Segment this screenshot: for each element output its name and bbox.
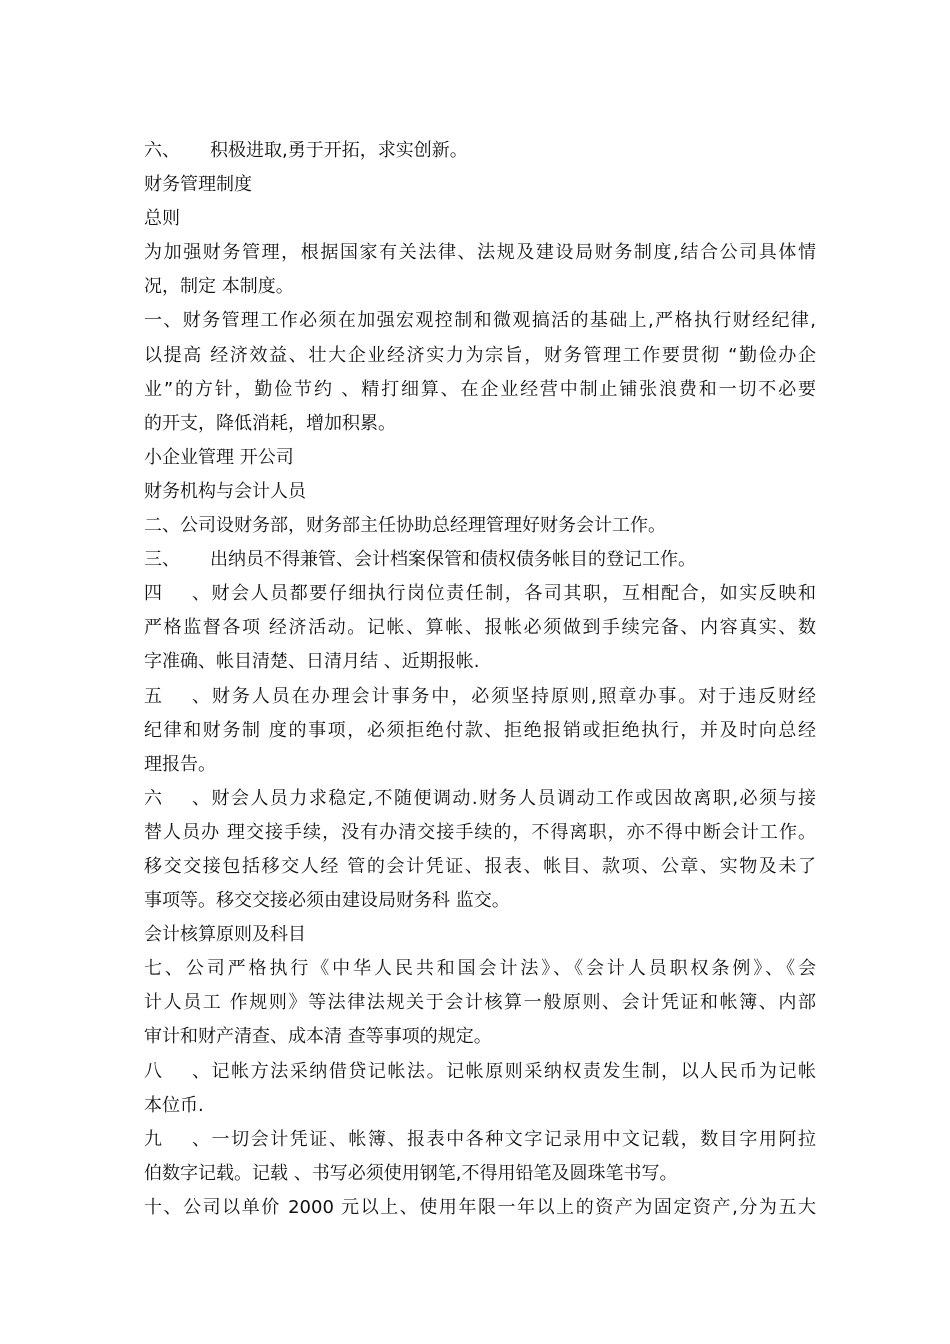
text-line bbox=[144, 475, 816, 509]
line-text: 七、公司严格执行《中华人民共和国会计法》、《会计人员职权条例》、《会 bbox=[144, 958, 816, 980]
line-text: 财务机构与会计人员 bbox=[144, 480, 306, 502]
item-number: 五、 bbox=[144, 685, 210, 707]
line-text: 以提高 经济效益、壮大企业经济实力为宗旨，财务管理工作要贯彻 “勤俭办企 bbox=[144, 344, 816, 366]
text-line bbox=[144, 577, 816, 611]
line-text: 一、财务管理工作必须在加强宏观控制和微观搞活的基础上,严格执行财经纪律, bbox=[144, 310, 816, 332]
line-text: 财会人员都要仔细执行岗位责任制，各司其职，互相配合，如实反映和 bbox=[210, 583, 816, 605]
text-line bbox=[144, 611, 816, 645]
item-number: 三、 bbox=[144, 549, 180, 571]
line-text: 移交交接包括移交人经 管的会计凭证、报表、帐目、款项、公章、实物及未了 bbox=[144, 855, 816, 877]
text-line bbox=[144, 816, 816, 850]
text-line bbox=[144, 339, 816, 373]
text-line bbox=[144, 1089, 816, 1123]
text-line bbox=[144, 236, 816, 270]
line-text: 字准确、帐目清楚、日清月结 、近期报帐. bbox=[144, 651, 480, 673]
line-text: 小企业管理 开公司 bbox=[144, 446, 294, 468]
line-text: 一切会计凭证、帐簿、报表中各种文字记录用中文记载，数目字用阿拉 bbox=[210, 1128, 816, 1150]
text-line bbox=[144, 1055, 816, 1089]
line-text: 记帐方法采纳借贷记帐法。记帐原则采纳权责发生制，以人民币为记帐 bbox=[210, 1060, 816, 1082]
text-line bbox=[144, 850, 816, 884]
line-text: 审计和财产清查、成本清 查等事项的规定。 bbox=[144, 1026, 492, 1048]
line-text: 财务人员在办理会计事务中，必须坚持原则,照章办事。对于违反财经 bbox=[210, 685, 816, 707]
line-text: 事项等。移交交接必须由建设局财务科 监交。 bbox=[144, 890, 510, 912]
item-number: 八、 bbox=[144, 1060, 210, 1082]
line-text: 积极进取,勇于开拓，求实创新。 bbox=[210, 140, 468, 161]
text-line bbox=[144, 543, 816, 577]
text-line bbox=[144, 270, 816, 304]
text-line bbox=[144, 304, 816, 338]
text-line bbox=[144, 1157, 816, 1191]
line-text: 财务管理制度 bbox=[144, 174, 252, 196]
item-number: 四、 bbox=[144, 583, 210, 605]
line-text: 本位币. bbox=[144, 1094, 204, 1116]
document-body bbox=[144, 134, 816, 1225]
line-text: 二、公司设财务部，财务部主任协助总经理管理好财务会计工作。 bbox=[144, 515, 666, 537]
text-line bbox=[144, 986, 816, 1020]
text-line bbox=[144, 782, 816, 816]
text-line bbox=[144, 373, 816, 407]
line-text: 十、公司以单价 2000 元以上、使用年限一年以上的资产为固定资产,分为五大 bbox=[144, 1196, 816, 1218]
item-number: 六、 bbox=[144, 787, 210, 809]
line-text: 为加强财务管理，根据国家有关法律、法规及建设局财务制度,结合公司具体情 bbox=[144, 242, 816, 264]
text-line bbox=[144, 407, 816, 441]
text-line bbox=[144, 168, 816, 202]
item-number: 九、 bbox=[144, 1128, 210, 1150]
line-text: 理报告。 bbox=[144, 753, 216, 775]
line-text: 伯数字记载。记载 、书写必须使用钢笔,不得用铅笔及圆珠笔书写。 bbox=[144, 1162, 678, 1184]
line-text: 出纳员不得兼管、会计档案保管和债权债务帐目的登记工作。 bbox=[210, 549, 696, 571]
text-line bbox=[144, 952, 816, 986]
text-line bbox=[144, 441, 816, 475]
text-line bbox=[144, 1191, 816, 1225]
line-text: 严格监督各项 经济活动。记帐、算帐、报帐必须做到手续完备、内容真实、数 bbox=[144, 617, 816, 639]
line-text: 业”的方针，勤俭节约 、精打细算、在企业经营中制止铺张浪费和一切不必要 bbox=[144, 378, 816, 400]
text-line bbox=[144, 202, 816, 236]
text-line bbox=[144, 509, 816, 543]
line-text: 总则 bbox=[144, 208, 180, 230]
item-number: 六、 bbox=[144, 140, 180, 161]
text-line bbox=[144, 714, 816, 748]
text-line bbox=[144, 680, 816, 714]
text-line bbox=[144, 918, 816, 952]
line-text: 的开支，降低消耗，增加积累。 bbox=[144, 412, 396, 434]
text-line bbox=[144, 884, 816, 918]
line-text: 替人员办 理交接手续，没有办清交接手续的，不得离职，亦不得中断会计工作。 bbox=[144, 821, 816, 843]
text-line bbox=[144, 748, 816, 782]
line-text: 况，制定 本制度。 bbox=[144, 276, 294, 298]
line-text: 计人员工 作规则》等法律法规关于会计核算一般原则、会计凭证和帐簿、内部 bbox=[144, 992, 816, 1014]
text-line bbox=[144, 645, 816, 679]
line-text: 纪律和财务制 度的事项，必须拒绝付款、拒绝报销或拒绝执行，并及时向总经 bbox=[144, 719, 816, 741]
text-line bbox=[144, 134, 816, 168]
text-line bbox=[144, 1123, 816, 1157]
line-text: 财会人员力求稳定,不随便调动.财务人员调动工作或因故离职,必须与接 bbox=[210, 787, 816, 809]
text-line bbox=[144, 1020, 816, 1054]
line-text: 会计核算原则及科目 bbox=[144, 924, 306, 946]
